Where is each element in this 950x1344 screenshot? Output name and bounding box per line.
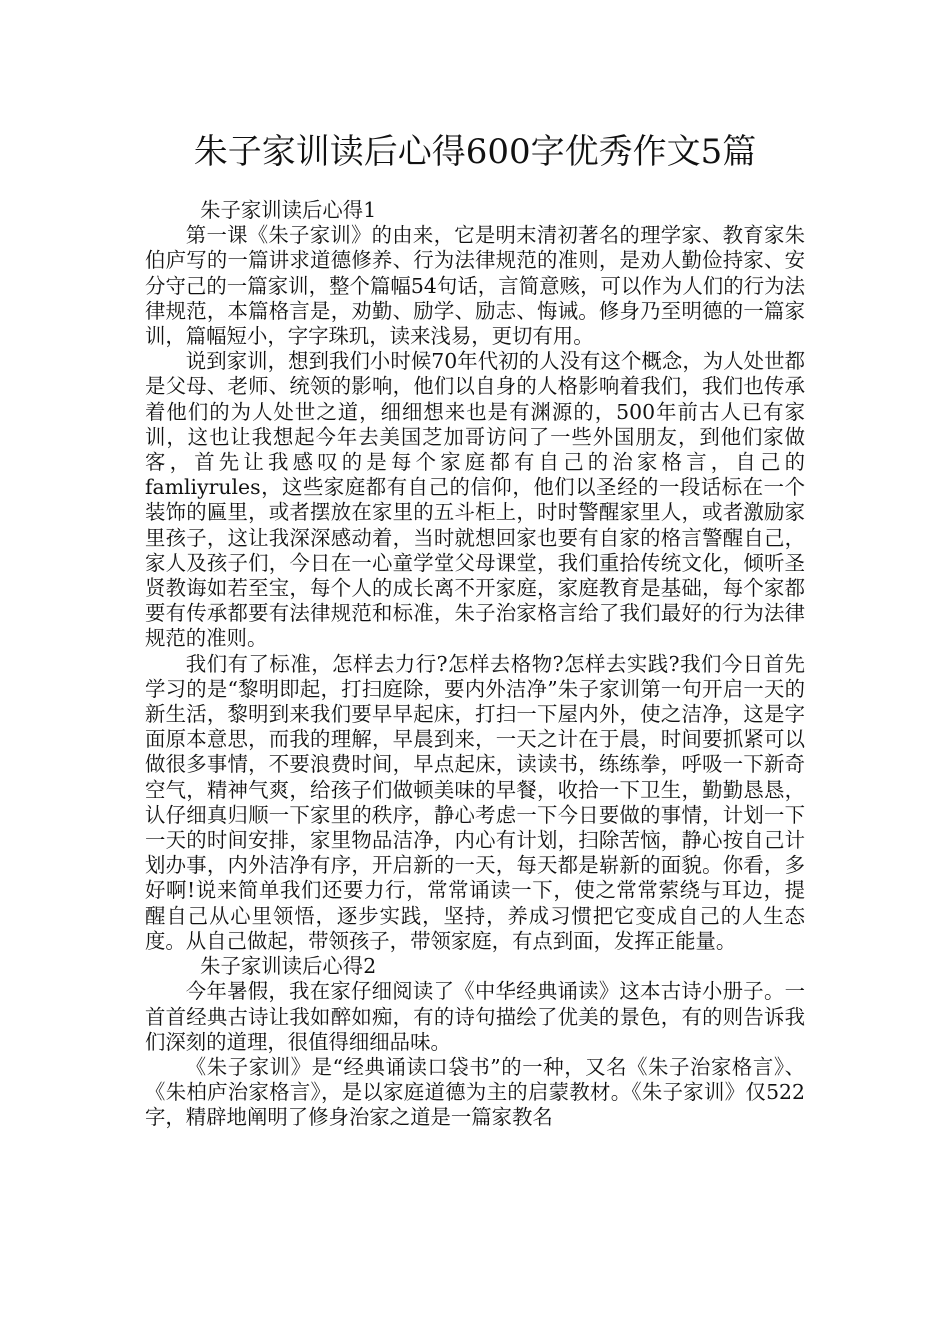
body-paragraph: 《朱子家训》是“经典诵读口袋书”的一种，又名《朱子治家格言》、《朱柏庐治家格言》，是以家庭道德为主的启蒙教材。《朱子家训》仅522字，精辟地阐明了修身治家之道是一篇家教名 xyxy=(145,1054,805,1130)
body-paragraph: 今年暑假，我在家仔细阅读了《中华经典诵读》这本古诗小册子。一首首经典古诗让我如醉如痴，有的诗句描绘了优美的景色，有的则告诉我们深刻的道理，很值得细细品味。 xyxy=(145,979,805,1054)
document-title: 朱子家训读后心得600字优秀作文5篇 xyxy=(193,132,757,172)
section-heading: 朱子家训读后心得1 xyxy=(200,198,377,222)
body-paragraph: 我们有了标准，怎样去力行?怎样去格物?怎样去实践?我们今日首先学习的是“黎明即起，打扫庭除，要内外洁净”朱子家训第一句开启一天的新生活，黎明到来我们要早早起床，打扫一下屋内外，使之洁净，这是字面原本意思，而我的理解，早晨到来，一天之计在于晨，时间要抓紧可以做很多事情，不要浪费时间，早点起床，读读书，练练拳，呼吸一下新奇空气，精神气爽，给孩子们做顿美味的早餐，收拾一下卫生，勤勤恳恳，认仔细真归顺一下家里的秩序，静心考虑一下今日要做的事情，计划一下一天的时间安排，家里物品洁净，内心有计划，扫除苦恼，静心按自己计划办事，内外洁净有序，开启新的一天，每天都是崭新的面貌。你看，多好啊!说来简单我们还要力行，常常诵读一下，使之常常萦绕与耳边，提醒自己从心里领悟，逐步实践，坚持，养成习惯把它变成自己的人生态度。从自己做起，带领孩子，带领家庭，有点到面，发挥正能量。 xyxy=(145,651,805,953)
body-paragraph: 说到家训，想到我们小时候70年代初的人没有这个概念，为人处世都是父母、老师、统领的影响，他们以自身的人格影响着我们，我们也传承着他们的为人处世之道，细细想来也是有渊源的，500年前古人已有家训，这也让我想起今年去美国芝加哥访问了一些外国朋友，到他们家做客，首先让我感叹的是每个家庭都有自己的治家格言，自己的famliyrules，这些家庭都有自己的信仰，他们以圣经的一段话标在一个装饰的匾里，或者摆放在家里的五斗柜上，时时警醒家里人，或者激励家里孩子，这让我深深感动着，当时就想回家也要有自家的格言警醒自己，家人及孩子们，今日在一心童学堂父母课堂，我们重拾传统文化，倾听圣贤教诲如若至宝，每个人的成长离不开家庭，家庭教育是基础，每个家都要有传承都要有法律规范和标准，朱子治家格言给了我们最好的行为法律规范的准则。 xyxy=(145,349,805,651)
body-paragraph: 第一课《朱子家训》的由来，它是明末清初著名的理学家、教育家朱伯庐写的一篇讲求道德修养、行为法律规范的准则，是劝人勤俭持家、安分守己的一篇家训，整个篇幅54句话，言简意赅，可以作为人们的行为法律规范，本篇格言是，劝勤、励学、励志、悔诫。修身乃至明德的一篇家训，篇幅短小，字字珠玑，读来浅易，更切有用。 xyxy=(145,223,805,349)
document-body xyxy=(145,198,805,1131)
section-heading: 朱子家训读后心得2 xyxy=(200,954,377,979)
